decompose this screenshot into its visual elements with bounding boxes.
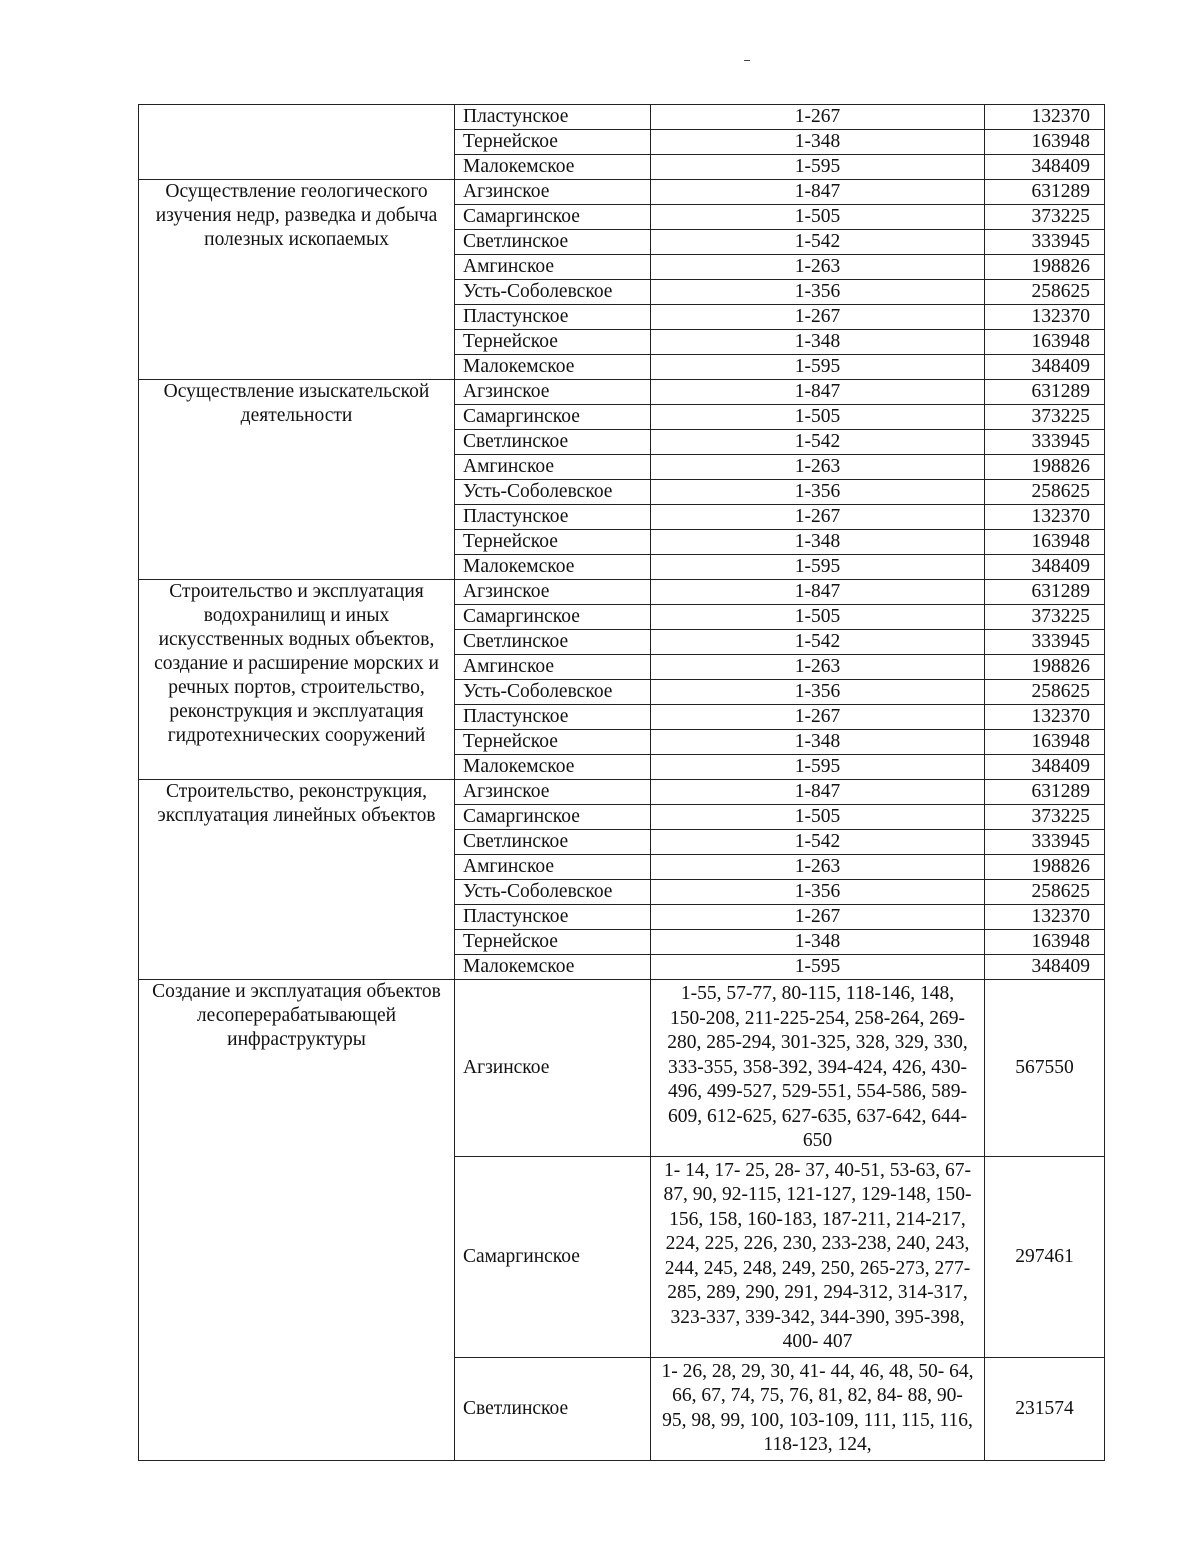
table-row: [139, 105, 1105, 130]
area-cell: 231574: [985, 1357, 1105, 1460]
quarters-cell: 1-595: [651, 955, 985, 980]
district-cell: Тернейское: [455, 530, 651, 555]
area-cell: 163948: [985, 930, 1105, 955]
quarters-cell: 1-505: [651, 205, 985, 230]
district-cell: Малокемское: [455, 355, 651, 380]
quarters-cell: 1-595: [651, 355, 985, 380]
district-cell: Пластунское: [455, 905, 651, 930]
table-row: [139, 580, 1105, 605]
quarters-cell: 1-847: [651, 580, 985, 605]
quarters-cell: 1-267: [651, 505, 985, 530]
scan-mark: [744, 60, 750, 61]
area-cell: 132370: [985, 905, 1105, 930]
area-cell: 373225: [985, 605, 1105, 630]
quarters-cell: 1-263: [651, 255, 985, 280]
area-cell: 348409: [985, 555, 1105, 580]
district-cell: Самаргинское: [455, 605, 651, 630]
quarters-cell: 1-267: [651, 705, 985, 730]
quarters-cell: 1- 26, 28, 29, 30, 41- 44, 46, 48, 50- 64, 66, 67, 74, 75, 76, 81, 82, 84- 88, 90- 95, 98, 99, 100, 103-109, 111, 115, 116, 118-123, 124,: [651, 1357, 985, 1460]
quarters-cell: 1-542: [651, 830, 985, 855]
quarters-cell: 1-847: [651, 380, 985, 405]
activity-cell: Строительство, реконструкция, эксплуатация линейных объектов: [139, 780, 455, 980]
area-cell: 631289: [985, 380, 1105, 405]
quarters-cell: 1-263: [651, 855, 985, 880]
quarters-cell: 1-267: [651, 905, 985, 930]
area-cell: 348409: [985, 755, 1105, 780]
quarters-cell: 1-348: [651, 930, 985, 955]
activity-cell: Осуществление геологического изучения недр, разведка и добыча полезных ископаемых: [139, 180, 455, 380]
quarters-cell: 1-505: [651, 405, 985, 430]
area-cell: 258625: [985, 280, 1105, 305]
area-cell: 373225: [985, 405, 1105, 430]
quarters-cell: 1-356: [651, 480, 985, 505]
district-cell: Пластунское: [455, 505, 651, 530]
quarters-cell: 1-542: [651, 230, 985, 255]
area-cell: 258625: [985, 680, 1105, 705]
table-row: [139, 380, 1105, 405]
district-cell: Усть-Соболевское: [455, 880, 651, 905]
district-cell: Агзинское: [455, 980, 651, 1157]
area-cell: 297461: [985, 1156, 1105, 1357]
district-cell: Амгинское: [455, 455, 651, 480]
area-cell: 333945: [985, 230, 1105, 255]
district-cell: Светлинское: [455, 230, 651, 255]
district-cell: Тернейское: [455, 730, 651, 755]
area-cell: 348409: [985, 355, 1105, 380]
district-cell: Самаргинское: [455, 1156, 651, 1357]
quarters-cell: 1-356: [651, 880, 985, 905]
district-cell: Тернейское: [455, 130, 651, 155]
table-row: [139, 780, 1105, 805]
quarters-cell: 1-348: [651, 330, 985, 355]
activity-cell: Строительство и эксплуатация водохранилищ и иных искусственных водных объектов, создание и расширение морских и речных портов, строительство, реконструкция и эксплуатация гидротехнических сооружений: [139, 580, 455, 780]
district-cell: Самаргинское: [455, 405, 651, 430]
quarters-cell: 1-505: [651, 605, 985, 630]
quarters-cell: 1-263: [651, 655, 985, 680]
area-cell: 132370: [985, 705, 1105, 730]
area-cell: 198826: [985, 455, 1105, 480]
district-cell: Тернейское: [455, 330, 651, 355]
district-cell: Малокемское: [455, 755, 651, 780]
district-cell: Самаргинское: [455, 805, 651, 830]
area-cell: 198826: [985, 855, 1105, 880]
district-cell: Усть-Соболевское: [455, 280, 651, 305]
quarters-cell: 1-595: [651, 755, 985, 780]
district-cell: Светлинское: [455, 1357, 651, 1460]
area-cell: 373225: [985, 205, 1105, 230]
district-cell: Пластунское: [455, 105, 651, 130]
area-cell: 258625: [985, 480, 1105, 505]
area-cell: 373225: [985, 805, 1105, 830]
district-cell: Малокемское: [455, 155, 651, 180]
district-cell: Светлинское: [455, 830, 651, 855]
district-cell: Агзинское: [455, 380, 651, 405]
district-cell: Пластунское: [455, 305, 651, 330]
district-cell: Агзинское: [455, 780, 651, 805]
district-cell: Малокемское: [455, 955, 651, 980]
table-row: [139, 980, 1105, 1157]
district-cell: Тернейское: [455, 930, 651, 955]
area-cell: 132370: [985, 305, 1105, 330]
area-cell: 333945: [985, 830, 1105, 855]
quarters-cell: 1-505: [651, 805, 985, 830]
land-use-table: [138, 104, 1105, 1461]
area-cell: 567550: [985, 980, 1105, 1157]
quarters-cell: 1-595: [651, 155, 985, 180]
area-cell: 348409: [985, 955, 1105, 980]
quarters-cell: 1-348: [651, 530, 985, 555]
district-cell: Пластунское: [455, 705, 651, 730]
quarters-cell: 1-356: [651, 680, 985, 705]
quarters-cell: 1-348: [651, 130, 985, 155]
area-cell: 132370: [985, 105, 1105, 130]
quarters-cell: 1-847: [651, 780, 985, 805]
area-cell: 333945: [985, 630, 1105, 655]
area-cell: 631289: [985, 780, 1105, 805]
district-cell: Агзинское: [455, 180, 651, 205]
quarters-cell: 1-595: [651, 555, 985, 580]
area-cell: 333945: [985, 430, 1105, 455]
quarters-cell: 1-55, 57-77, 80-115, 118-146, 148, 150-208, 211-225-254, 258-264, 269-280, 285-294, 301-325, 328, 329, 330, 333-355, 358-392, 394-424, 426, 430-496, 499-527, 529-551, 554-586, 589- 609, 612-625, 627-635, 637-642, 644-650: [651, 980, 985, 1157]
quarters-cell: 1-542: [651, 430, 985, 455]
activity-cell: Создание и эксплуатация объектов лесоперерабатывающей инфраструктуры: [139, 980, 455, 1461]
district-cell: Самаргинское: [455, 205, 651, 230]
quarters-cell: 1-847: [651, 180, 985, 205]
table-row: [139, 180, 1105, 205]
quarters-cell: 1-348: [651, 730, 985, 755]
quarters-cell: 1- 14, 17- 25, 28- 37, 40-51, 53-63, 67-87, 90, 92-115, 121-127, 129-148, 150-156, 158, 160-183, 187-211, 214-217, 224, 225, 226, 230, 233-238, 240, 243, 244, 245, 248, 249, 250, 265-273, 277-285, 289, 290, 291, 294-312, 314-317, 323-337, 339-342, 344-390, 395-398, 400- 407: [651, 1156, 985, 1357]
district-cell: Агзинское: [455, 580, 651, 605]
area-cell: 163948: [985, 730, 1105, 755]
quarters-cell: 1-263: [651, 455, 985, 480]
district-cell: Усть-Соболевское: [455, 480, 651, 505]
area-cell: 132370: [985, 505, 1105, 530]
area-cell: 163948: [985, 530, 1105, 555]
district-cell: Светлинское: [455, 630, 651, 655]
area-cell: 258625: [985, 880, 1105, 905]
area-cell: 631289: [985, 580, 1105, 605]
area-cell: 163948: [985, 130, 1105, 155]
quarters-cell: 1-267: [651, 305, 985, 330]
district-cell: Светлинское: [455, 430, 651, 455]
quarters-cell: 1-542: [651, 630, 985, 655]
district-cell: Амгинское: [455, 855, 651, 880]
area-cell: 198826: [985, 255, 1105, 280]
area-cell: 348409: [985, 155, 1105, 180]
area-cell: 163948: [985, 330, 1105, 355]
district-cell: Амгинское: [455, 655, 651, 680]
activity-cell: [139, 105, 455, 180]
quarters-cell: 1-267: [651, 105, 985, 130]
district-cell: Усть-Соболевское: [455, 680, 651, 705]
quarters-cell: 1-356: [651, 280, 985, 305]
district-cell: Малокемское: [455, 555, 651, 580]
district-cell: Амгинское: [455, 255, 651, 280]
area-cell: 631289: [985, 180, 1105, 205]
activity-cell: Осуществление изыскательской деятельности: [139, 380, 455, 580]
area-cell: 198826: [985, 655, 1105, 680]
